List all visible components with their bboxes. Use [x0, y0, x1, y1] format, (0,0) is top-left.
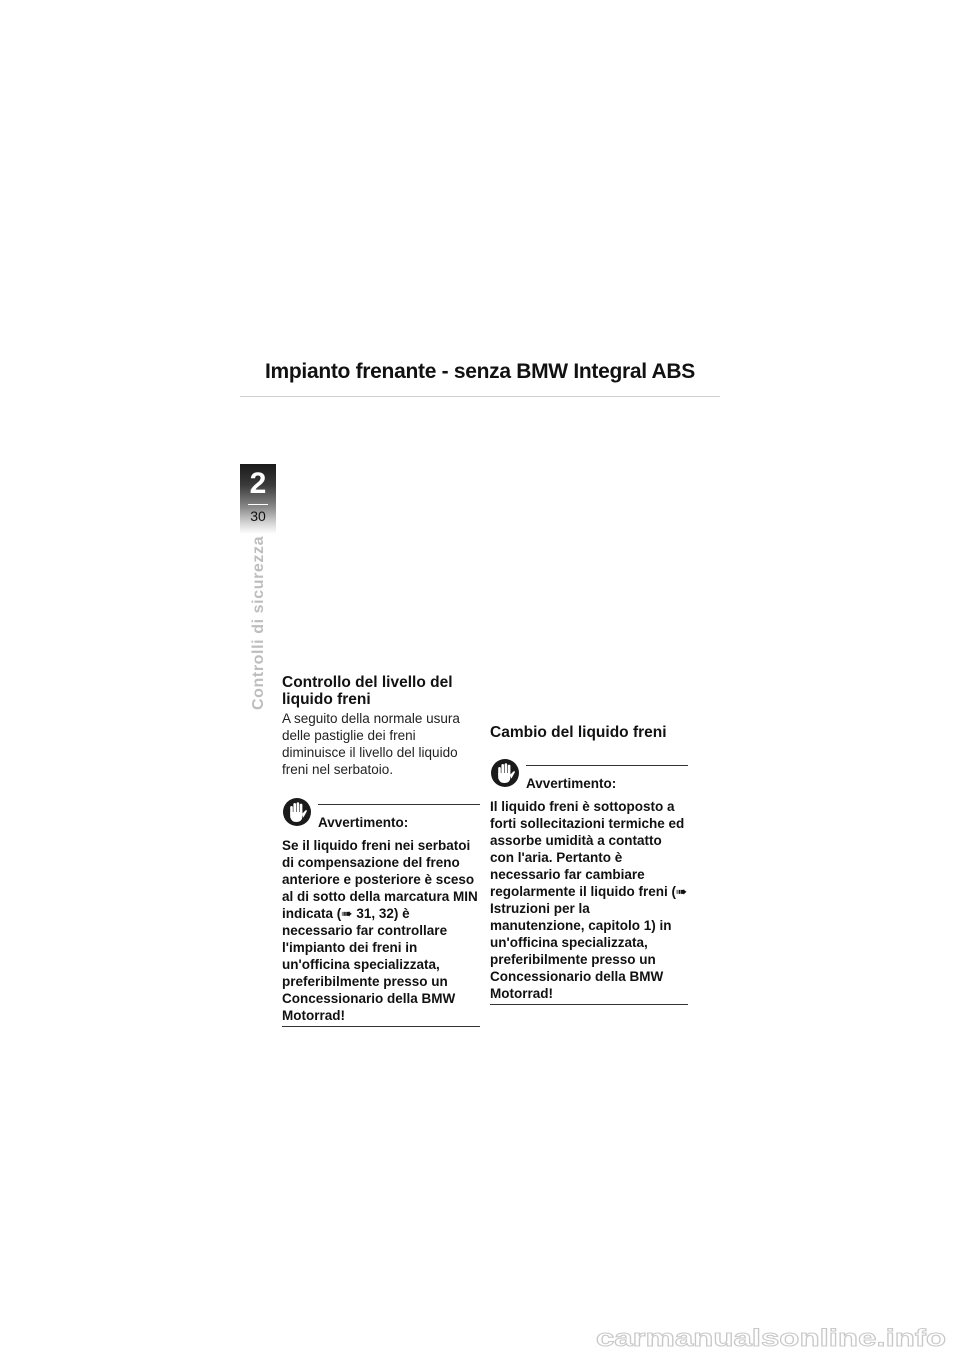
footer-watermark-text: carmanualsonline.info: [596, 1325, 946, 1352]
section-body-text: A seguito della normale usura delle pastiglie dei freni diminuisce il livello del liquido freni nel serbatoio.: [282, 711, 460, 777]
warning-hand-icon: [282, 797, 312, 827]
footer-watermark: [590, 1322, 952, 1354]
warning-box: [282, 804, 480, 1027]
chapter-divider: [248, 504, 268, 505]
warning-text: Il liquido freni è sottoposto a forti sollecitazioni termiche ed assorbe umidità a contatto con l'aria. Pertanto è necessario far cambiare regolarmente il liquido freni (➠ Istruzioni per la manutenzione, capitolo 1) in un'officina specializzata, preferibilmente presso un Concessionario della BMW Motorrad!: [490, 799, 688, 1001]
right-column: [490, 724, 688, 1005]
warning-text: Se il liquido freni nei serbatoi di compensazione del freno anteriore e posteriore è sceso al di sotto della marcatura MIN indicata (➠ 31, 32) è necessario far controllare l'impianto dei freni in un'officina specializzata, preferibilmente presso un Concessionario della BMW Motorrad!: [282, 838, 478, 1023]
section-heading-brake-fluid-level: Controllo del livello del liquido freni: [282, 674, 453, 708]
warning-hand-icon: [490, 758, 520, 788]
arrow-ref-icon: ➠: [341, 906, 353, 921]
title-divider: [240, 396, 720, 397]
warning-title: Avvertimento:: [318, 815, 409, 830]
warning-bottom-divider: [282, 1026, 480, 1027]
chapter-number: 2: [249, 467, 267, 500]
warning-box: [490, 765, 688, 1005]
section-heading-brake-fluid-change: Cambio del liquido freni: [490, 724, 667, 741]
warning-title: Avvertimento:: [526, 776, 617, 791]
left-column: [282, 674, 480, 1027]
page-title: Impianto frenante - senza BMW Integral ABS: [264, 360, 695, 383]
warning-bottom-divider: [490, 1004, 688, 1005]
side-section-label: Controlli di sicurezza: [250, 535, 267, 710]
page-number: 30: [250, 508, 266, 524]
chapter-tab: [240, 464, 276, 534]
arrow-ref-icon: ➠: [676, 884, 688, 899]
